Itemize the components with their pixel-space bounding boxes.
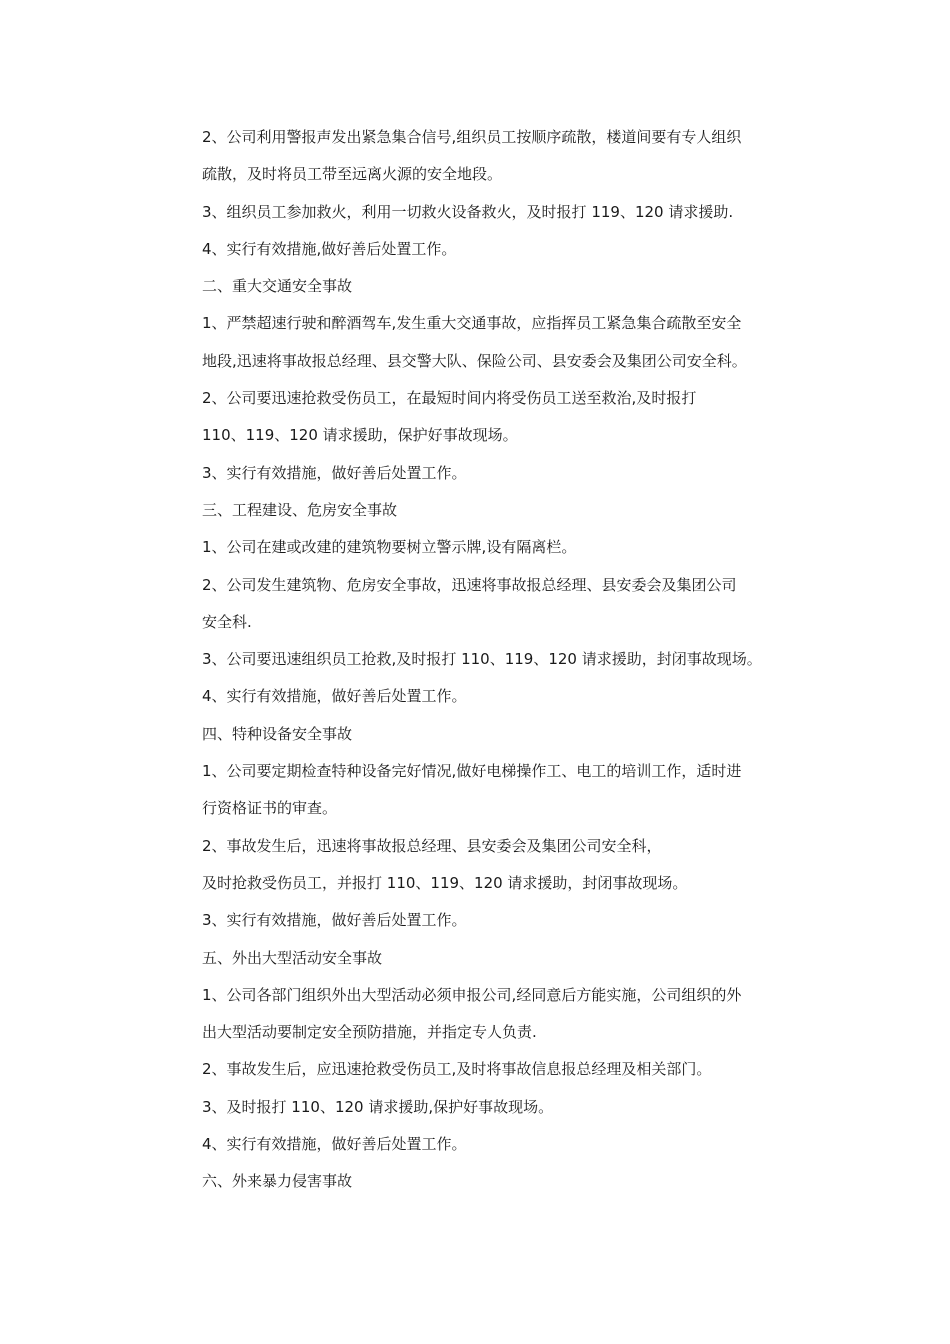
text-line: 安全科. [202, 612, 252, 631]
text-line: 3、实行有效措施，做好善后处置工作。 [202, 911, 467, 930]
section-heading: 五、外出大型活动安全事故 [202, 948, 383, 967]
text-line: 1、严禁超速行驶和醉酒驾车,发生重大交通事故，应指挥员工紧急集合疏散至安全 [202, 314, 742, 333]
document-body [202, 122, 822, 1204]
text-line: 2、公司利用警报声发出紧急集合信号,组织员工按顺序疏散，楼道间要有专人组织 [202, 128, 742, 146]
section-heading: 四、特种设备安全事故 [202, 724, 353, 743]
text-line: 4、实行有效措施，做好善后处置工作。 [202, 1135, 467, 1154]
text-line: 1、公司要定期检查特种设备完好情况,做好电梯操作工、电工的培训工作，适时进 [202, 762, 742, 781]
text-line: 4、实行有效措施，做好善后处置工作。 [202, 687, 467, 706]
text-line: 1、公司各部门组织外出大型活动必须申报公司,经同意后方能实施，公司组织的外 [202, 985, 742, 1004]
text-line: 4、实行有效措施,做好善后处置工作。 [202, 239, 457, 258]
section-heading: 二、重大交通安全事故 [202, 277, 353, 296]
text-line: 2、公司发生建筑物、危房安全事故，迅速将事故报总经理、县安委会及集团公司 [202, 575, 737, 594]
text-line: 2、事故发生后，迅速将事故报总经理、县安委会及集团公司安全科， [202, 836, 662, 855]
text-line: 3、实行有效措施，做好善后处置工作。 [202, 463, 467, 482]
text-line: 3、及时报打 110、120 请求援助,保护好事故现场。 [202, 1097, 554, 1116]
text-line: 疏散，及时将员工带至远离火源的安全地段。 [202, 165, 503, 184]
text-line: 3、组织员工参加救火，利用一切救火设备救火，及时报打 119、120 请求援助. [202, 202, 734, 221]
text-line: 及时抢救受伤员工，并报打 110、119、120 请求援助，封闭事故现场。 [202, 873, 688, 892]
text-line: 2、事故发生后，应迅速抢救受伤员工,及时将事故信息报总经理及相关部门。 [202, 1060, 712, 1079]
text-line: 出大型活动要制定安全预防措施，并指定专人负责. [202, 1023, 537, 1042]
text-line: 行资格证书的审查。 [202, 799, 338, 818]
section-heading: 三、工程建设、危房安全事故 [202, 500, 398, 519]
text-line: 3、公司要迅速组织员工抢救,及时报打 110、119、120 请求援助，封闭事故现场。 [202, 650, 762, 669]
section-heading: 六、外来暴力侵害事故 [202, 1172, 353, 1191]
text-line: 地段,迅速将事故报总经理、县交警大队、保险公司、县安委会及集团公司安全科。 [202, 351, 747, 370]
text-line: 1、公司在建或改建的建筑物要树立警示牌,设有隔离栏。 [202, 538, 577, 557]
text-line: 110、119、120 请求援助，保护好事故现场。 [202, 426, 518, 445]
text-line: 2、公司要迅速抢救受伤员工，在最短时间内将受伤员工送至救治,及时报打 [202, 389, 697, 408]
